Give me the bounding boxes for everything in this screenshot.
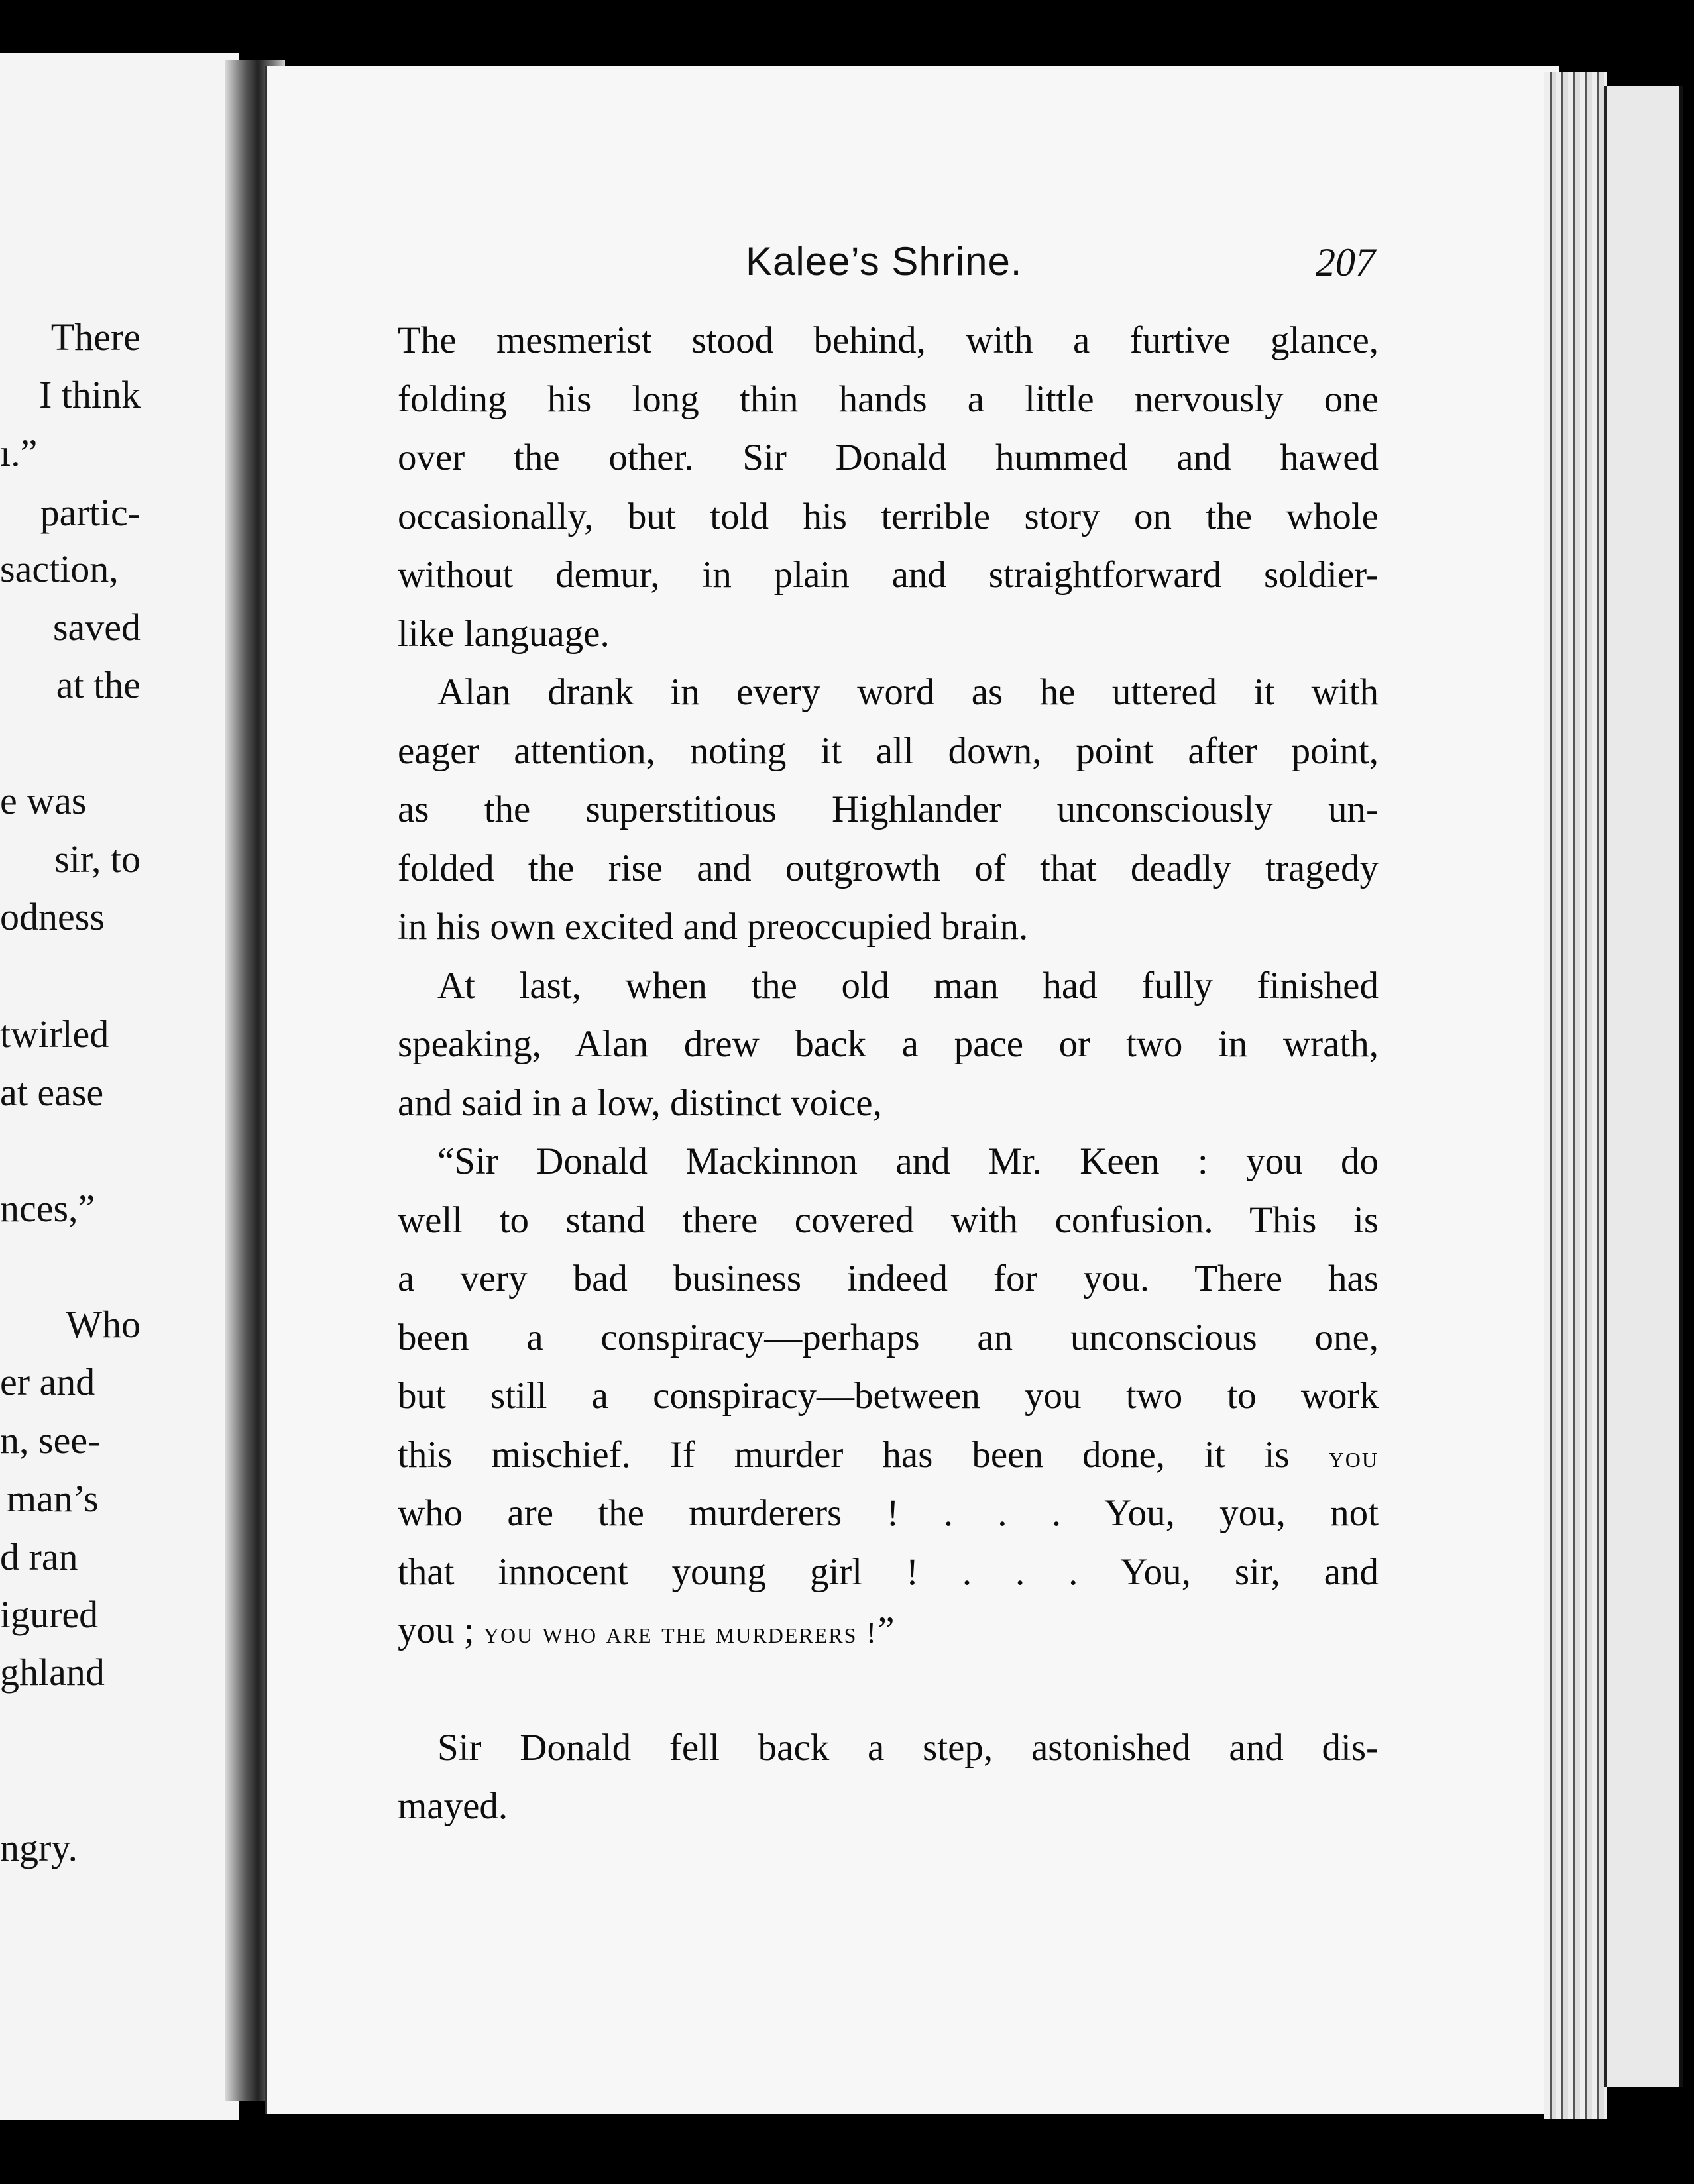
text-line: in his own excited and preoccupied brain. <box>398 906 1029 948</box>
left-page-line: ı.” <box>0 431 38 474</box>
left-page-line: saction, <box>0 547 119 590</box>
left-page-line: Who <box>66 1303 141 1346</box>
left-page-line: n, see- <box>0 1419 101 1462</box>
text-line <box>398 1602 1379 1661</box>
left-page-line: ngry. <box>0 1826 78 1869</box>
text-fragment: this mischief. If murder has been done, it is <box>398 1433 1290 1476</box>
closing-quote: ” <box>877 1610 895 1651</box>
body-text <box>398 311 1379 1836</box>
text-line: At last, when the old man had fully finished <box>437 964 1379 1007</box>
text-line: been a conspiracy—perhaps an unconscious one, <box>398 1316 1379 1358</box>
left-page-line: There <box>50 315 141 358</box>
text-fragment: you ; <box>398 1610 475 1651</box>
text-line: who are the murderers ! . . . You, you, not <box>398 1492 1379 1534</box>
page-edges <box>1544 72 1607 2119</box>
text-line: “Sir Donald Mackinnon and Mr. Keen : you do <box>437 1140 1379 1182</box>
text-line: occasionally, but told his terrible story on the whole <box>398 495 1379 537</box>
page-number: 207 <box>1316 241 1375 284</box>
left-page-line: odness <box>0 895 105 938</box>
left-page-line: ghland <box>0 1651 105 1694</box>
text-line <box>398 1426 1379 1485</box>
left-page-line: at the <box>56 663 141 706</box>
text-line: without demur, in plain and straightforward soldier- <box>398 554 1379 596</box>
text-line: Sir Donald fell back a step, astonished and dis- <box>437 1726 1379 1769</box>
text-line: as the superstitious Highlander unconsciously un- <box>398 789 1379 830</box>
left-page-line: e was <box>0 779 87 822</box>
text-line: folded the rise and outgrowth of that deadly tragedy <box>398 847 1379 889</box>
text-line: that innocent young girl ! . . . You, sir, and <box>398 1551 1379 1593</box>
text-line: over the other. Sir Donald hummed and hawed <box>398 437 1379 478</box>
left-page-line: sir, to <box>54 838 141 881</box>
left-page-line: d ran <box>0 1535 78 1578</box>
text-line: but still a conspiracy—between you two to work <box>398 1375 1379 1417</box>
left-page-line: nces,” <box>0 1187 95 1230</box>
left-page-line: saved <box>52 606 141 649</box>
text-line: folding his long thin hands a little nervously one <box>398 378 1379 420</box>
left-facing-page <box>0 53 239 2120</box>
left-page-line: twirled <box>0 1012 109 1056</box>
text-line: a very bad business indeed for you. There has <box>398 1258 1379 1299</box>
small-caps-you: you <box>1328 1439 1379 1474</box>
left-page-line: igured <box>0 1593 99 1636</box>
running-head: Kalee’s Shrine. <box>746 239 1023 284</box>
left-page-line: man’s <box>7 1477 99 1520</box>
text-line: speaking, Alan drew back a pace or two in wrath, <box>398 1023 1379 1065</box>
text-line: like language. <box>398 612 610 655</box>
left-page-line: at ease <box>0 1071 104 1114</box>
text-line: well to stand there covered with confusion. This is <box>398 1199 1379 1241</box>
small-caps-phrase: you who are the murderers ! <box>483 1615 878 1649</box>
book-cover-edge <box>1604 86 1683 2087</box>
text-line: mayed. <box>398 1785 508 1827</box>
left-page-line: I think <box>38 373 141 416</box>
text-line: Alan drank in every word as he uttered it with <box>437 671 1379 713</box>
text-line: eager attention, noting it all down, point after point, <box>398 730 1379 772</box>
text-line: and said in a low, distinct voice, <box>398 1081 882 1124</box>
text-line: The mesmerist stood behind, with a furtive glance, <box>398 319 1379 361</box>
left-page-line: partic- <box>40 491 141 534</box>
left-page-line: er and <box>0 1360 95 1403</box>
